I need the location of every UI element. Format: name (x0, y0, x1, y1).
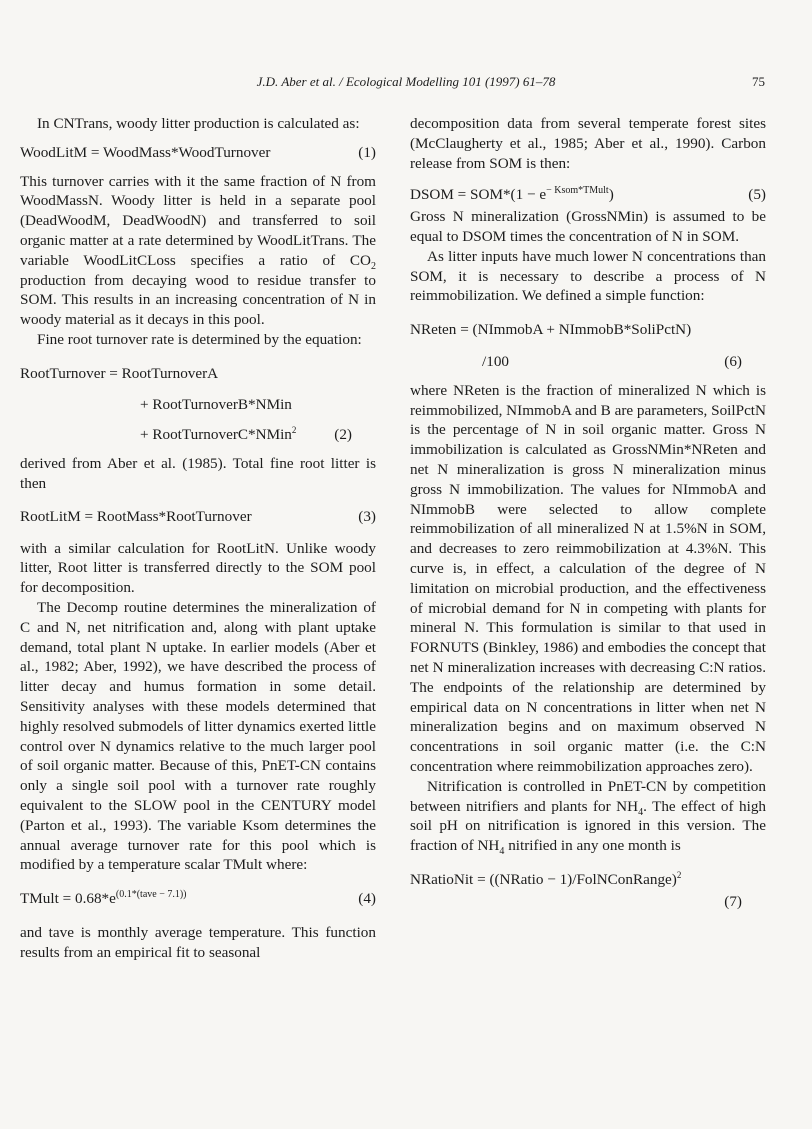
equation-expression: WoodLitM = WoodMass*WoodTurnover (20, 143, 271, 161)
equation-close: ) (608, 186, 614, 204)
text-run: production from decaying wood to residue transfer to SOM. This results in an increasing concentration of N in woody material as it decays in this pool. (20, 271, 376, 329)
paragraph (410, 777, 766, 856)
paragraph: Fine root turnover rate is determined by the equation: (37, 330, 362, 348)
equation-line (410, 352, 742, 372)
equation-5 (410, 185, 766, 205)
subscript: 4 (499, 846, 505, 858)
text-run: Nitrification is controlled in PnET-CN by competition between nitrifiers and plants for NH (410, 777, 766, 815)
text-run: This turnover carries with it the same fraction of N from WoodMassN. Woody litter is held in a separate pool (DeadWoodM, DeadWoodN) and transferred to soil organic matter at a rate determined by WoodLitTrans. The variable WoodLitCLoss specifies a ratio of CO (20, 172, 376, 269)
superscript: 2 (291, 425, 297, 436)
subscript: 2 (371, 260, 376, 272)
superscript: 2 (676, 869, 682, 880)
equation-line: NReten = (NImmobA + NImmobB*SoliPctN) (410, 321, 692, 339)
right-column (410, 114, 766, 920)
paragraph: In CNTrans, woody litter production is calculated as: (37, 115, 360, 132)
paragraph: As litter inputs have much lower N concentrations than SOM, it is necessary to describe a process of N reimmobilization. We defined a simple function: (410, 247, 766, 305)
equation-number: (3) (358, 507, 376, 525)
paragraph: with a similar calculation for RootLitN. Unlike woody litter, Root litter is transferred directly to the SOM pool for decomposition. (20, 539, 376, 597)
paragraph: derived from Aber et al. (1985). Total fine root litter is then (20, 455, 376, 492)
paragraph: and tave is monthly average temperature. This function results from an empirical fit to seasonal (20, 923, 376, 961)
equation-2 (20, 364, 376, 445)
equation-line (20, 425, 352, 445)
equation-expression: RootLitM = RootMass*RootTurnover (20, 507, 252, 525)
page-number: 75 (752, 74, 765, 89)
paragraph: Gross N mineralization (GrossNMin) is assumed to be equal to DSOM times the concentration of N in SOM. (410, 208, 766, 245)
left-column (20, 114, 376, 962)
equation-expression: DSOM = SOM*(1 − e (410, 186, 547, 204)
equation-number: (4) (358, 890, 376, 908)
equation-line: + RootTurnoverB*NMin (140, 395, 292, 413)
exponent: (0.1*(tave − 7.1)) (115, 889, 187, 901)
equation-expression: TMult = 0.68*e (20, 890, 116, 908)
running-title: J.D. Aber et al. / Ecological Modelling 101 (1997) 61–78 (256, 74, 556, 89)
equation-7 (410, 870, 766, 912)
text-run: nitrified in any one month is (504, 837, 681, 855)
equation-line (410, 870, 742, 890)
equation-1 (20, 143, 376, 163)
exponent: − Ksom*TMult (546, 185, 609, 197)
equation-text: NRatioNit = ((NRatio − 1)/FolNConRange) (410, 870, 677, 888)
paragraph: The Decomp routine determines the mineralization of C and N, net nitrification and, along with plant uptake demand, total plant N uptake. In earlier models (Aber et al., 1982; Aber, 1992), we have described the process of litter decay and humus formation in some detail. Sensitivity analyses with these models determined that highly resolved submodels of litter dynamics exerted little control over N dynamics relative to the much larger pool of soil organic matter. Because of this, PnET-CN contains only a single soil pool with a turnover rate roughly equivalent to the SLOW pool in the CENTURY model (Parton et al., 1993). The variable Ksom determines the annual average turnover rate for this pool which is modified by a temperature scalar TMult where: (20, 598, 376, 874)
equation-text: /100 (482, 352, 510, 370)
equation-number: (7) (724, 892, 742, 910)
equation-3 (20, 507, 376, 527)
paragraph (20, 172, 376, 330)
equation-6 (410, 320, 766, 372)
text-run: . The effect of high soil pH on nitrification is ignored in this version. The fraction of NH (410, 797, 767, 855)
equation-text: + RootTurnoverC*NMin (140, 426, 292, 444)
running-header (0, 74, 812, 96)
paragraph: decomposition data from several temperate forest sites (McClaugherty et al., 1985; Aber et al., 1990). Carbon release from SOM is then: (410, 115, 766, 172)
subscript: 4 (638, 806, 644, 818)
equation-number: (6) (724, 352, 742, 370)
equation-number: (1) (358, 143, 376, 161)
equation-number: (2) (334, 426, 352, 444)
equation-line: RootTurnover = RootTurnoverA (20, 364, 219, 382)
equation-number: (5) (748, 186, 766, 204)
equation-4 (20, 889, 376, 909)
paragraph: where NReten is the fraction of mineralized N which is reimmobilized, NImmobA and B are parameters, SoilPctN is the percentage of N in soil organic matter. Gross N immobilization is calculated as GrossNMin*NReten and net N mineralization is gross N mineralization minus gross N immobilization. The values for NImmobA and NImmobB were selected to allow complete reimmobilization of all mineralized N at 1.5%N in SOM, and decreases to zero reimmobilization at 4.3%N. This curve is, in effect, a calculation of the degree of N limitation on microbial production, and the effectiveness of microbial demand for N in competing with plants for mineral N. This formulation is similar to that used in FORNUTS (Binkley, 1986) and embodies the concept that net N mineralization increases with decreasing C:N ratios. The endpoints of the relationship are determined by empirical data on N concentrations in litter when net N mineralization begins and on maximum observed N concentrations in soil organic matter (i.e. the C:N concentration where reimmobilization approaches zero). (410, 381, 766, 775)
